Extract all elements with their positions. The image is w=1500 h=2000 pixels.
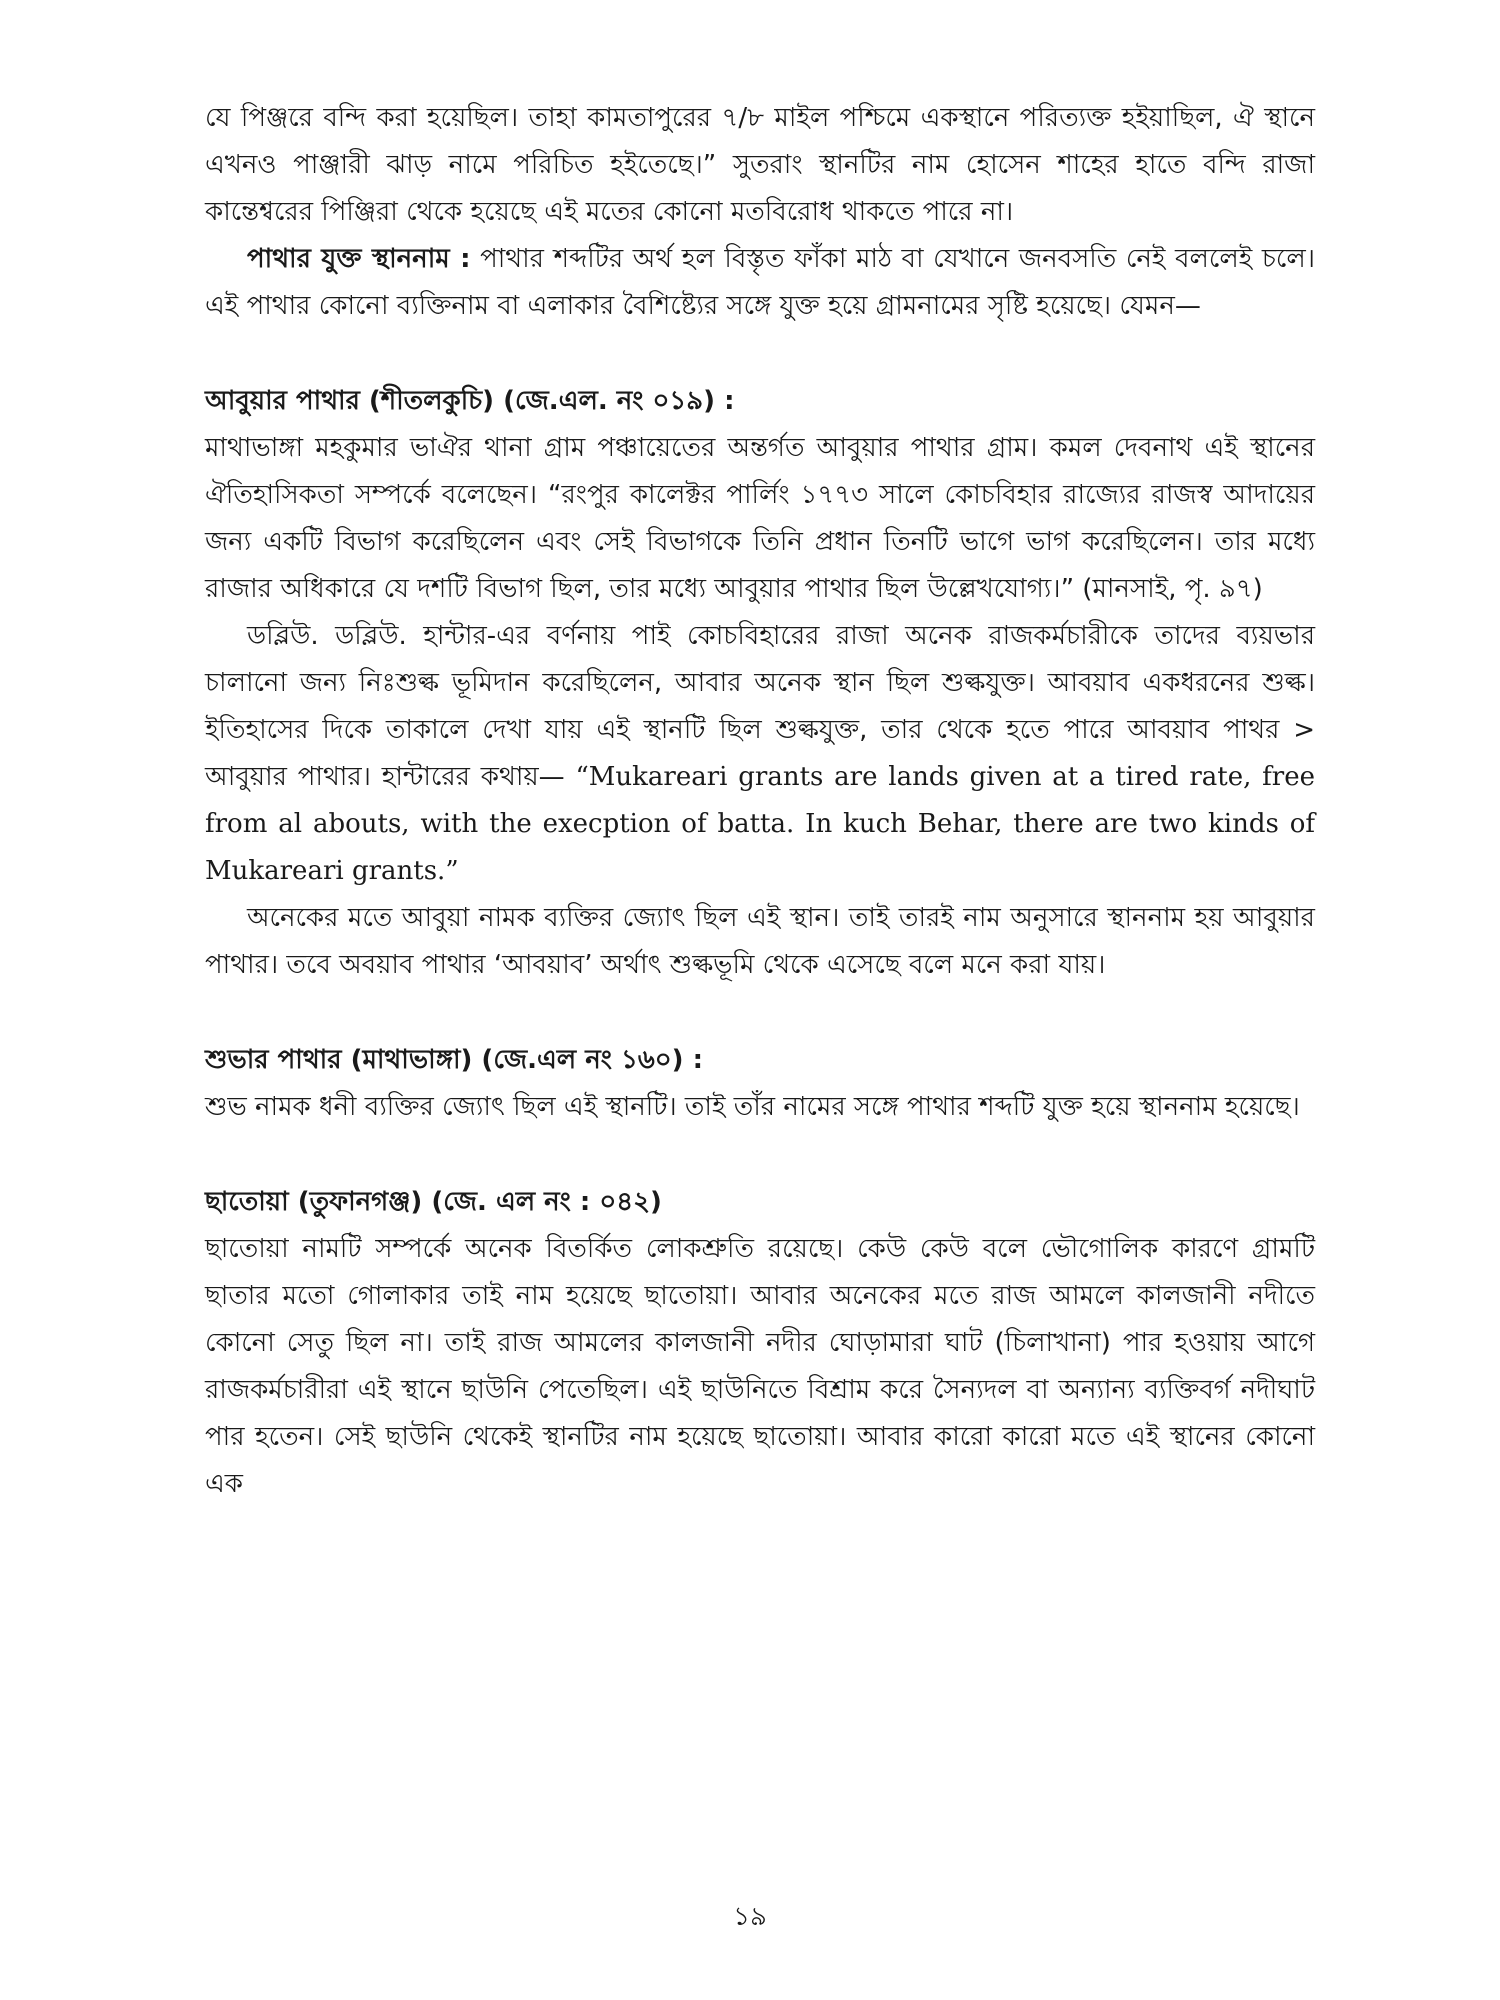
section-heading-chhatoya: ছাতোয়া (তুফানগঞ্জ) (জে. এল নং : ০৪২) [205, 1187, 662, 1217]
abuyar-paragraph-3: অনেকের মতে আবুয়া নামক ব্যক্তির জ্যোৎ ছিল এই স্থান। তাই তারই নাম অনুসারে স্থাননাম হয় আবুয়ার পাথার। তবে অবয়াব পাথার ‘আবয়াব’ অর্থাৎ শুল্কভূমি থেকে এসেছে বলে মনে করা যায়। [205, 903, 1315, 980]
abuyar-paragraph-1: মাথাভাঙ্গা মহকুমার ভাঐর থানা গ্রাম পঞ্চায়েতের অন্তর্গত আবুয়ার পাথার গ্রাম। কমল দেবনাথ এই স্থানের ঐতিহাসিকতা সম্পর্কে বলেছেন। “রংপুর কালেক্টর পার্লিং ১৭৭৩ সালে কোচবিহার রাজ্যের রাজস্ব আদায়ের জন্য একটি বিভাগ করেছিলেন এবং সেই বিভাগকে তিনি প্রধান তিনটি ভাগে ভাগ করেছিলেন। তার মধ্যে রাজার অধিকারে যে দশটি বিভাগ ছিল, তার মধ্যে আবুয়ার পাথার ছিল উল্লেখযোগ্য।” (মানসাই, পৃ. ৯৭) [205, 433, 1315, 604]
shubhar-paragraph-1: শুভ নামক ধনী ব্যক্তির জ্যোৎ ছিল এই স্থানটি। তাই তাঁর নামের সঙ্গে পাথার শব্দটি যুক্ত হয়ে স্থাননাম হয়েছে। [205, 1092, 1300, 1122]
abuyar-paragraph-2 [205, 613, 1315, 895]
page-number: ১৯ [733, 1902, 767, 1932]
pathar-intro-heading: পাথার যুক্ত স্থাননাম : [247, 244, 471, 274]
chhatoya-paragraph-1: ছাতোয়া নামটি সম্পর্কে অনেক বিতর্কিত লোকশ্রুতি রয়েছে। কেউ কেউ বলে ভৌগোলিক কারণে গ্রামটি ছাতার মতো গোলাকার তাই নাম হয়েছে ছাতোয়া। আবার অনেকের মতে রাজ আমলে কালজানী নদীতে কোনো সেতু ছিল না। তাই রাজ আমলের কালজানী নদীর ঘোড়ামারা ঘাট (চিলাখানা) পার হওয়ায় আগে রাজকর্মচারীরা এই স্থানে ছাউনি পেতেছিল। এই ছাউনিতে বিশ্রাম করে সৈন্যদল বা অন্যান্য ব্যক্তিবর্গ নদীঘাট পার হতেন। সেই ছাউনি থেকেই স্থানটির নাম হয়েছে ছাতোয়া। আবার কারো কারো মতে এই স্থানের কোনো এক [205, 1234, 1315, 1499]
paragraph-continuation: যে পিঞ্জরে বন্দি করা হয়েছিল। তাহা কামতাপুরের ৭/৮ মাইল পশ্চিমে একস্থানে পরিত্যক্ত হইয়াছিল, ঐ স্থানে এখনও পাঞ্জারী ঝাড় নামে পরিচিত হইতেছে।” সুতরাং স্থানটির নাম হোসেন শাহের হাতে বন্দি রাজা কান্তেশ্বরের পিঞ্জিরা থেকে হয়েছে এই মতের কোনো মতবিরোধ থাকতে পারে না। [205, 103, 1315, 227]
pathar-intro-body: পাথার শব্দটির অর্থ হল বিস্তৃত ফাঁকা মাঠ বা যেখানে জনবসতি নেই বললেই চলে। এই পাথার কোনো ব্যক্তিনাম বা এলাকার বৈশিষ্ট্যের সঙ্গে যুক্ত হয়ে গ্রামনামের সৃষ্টি হয়েছে। যেমন— [205, 244, 1316, 321]
section-heading-shubhar-pathar: শুভার পাথার (মাথাভাঙ্গা) (জে.এল নং ১৬০) : [205, 1045, 703, 1075]
abuyar-paragraph-2-english-quote: “Mukareari grants are lands given at a tired rate, free from al abouts, with the execption of batta. In kuch Behar, there are two kinds of Mukareari grants.” [205, 762, 1316, 886]
abuyar-paragraph-2-bengali: ডব্লিউ. ডব্লিউ. হান্টার-এর বর্ণনায় পাই কোচবিহারের রাজা অনেক রাজকর্মচারীকে তাদের ব্যয়ভার চালানো জন্য নিঃশুল্ক ভূমিদান করেছিলেন, আবার অনেক স্থান ছিল শুল্কযুক্ত। আবয়াব একধরনের শুল্ক। ইতিহাসের দিকে তাকালে দেখা যায় এই স্থানটি ছিল শুল্কযুক্ত, তার থেকে হতে পারে আবয়াব পাথর > আবুয়ার পাথার। হান্টারের কথায়— [205, 621, 1315, 792]
section-heading-abuyar-pathar: আবুয়ার পাথার (শীতলকুচি) (জে.এল. নং ০১৯) : [205, 386, 735, 416]
paragraph-pathar-intro [205, 236, 1315, 330]
page-body [205, 95, 1315, 1508]
